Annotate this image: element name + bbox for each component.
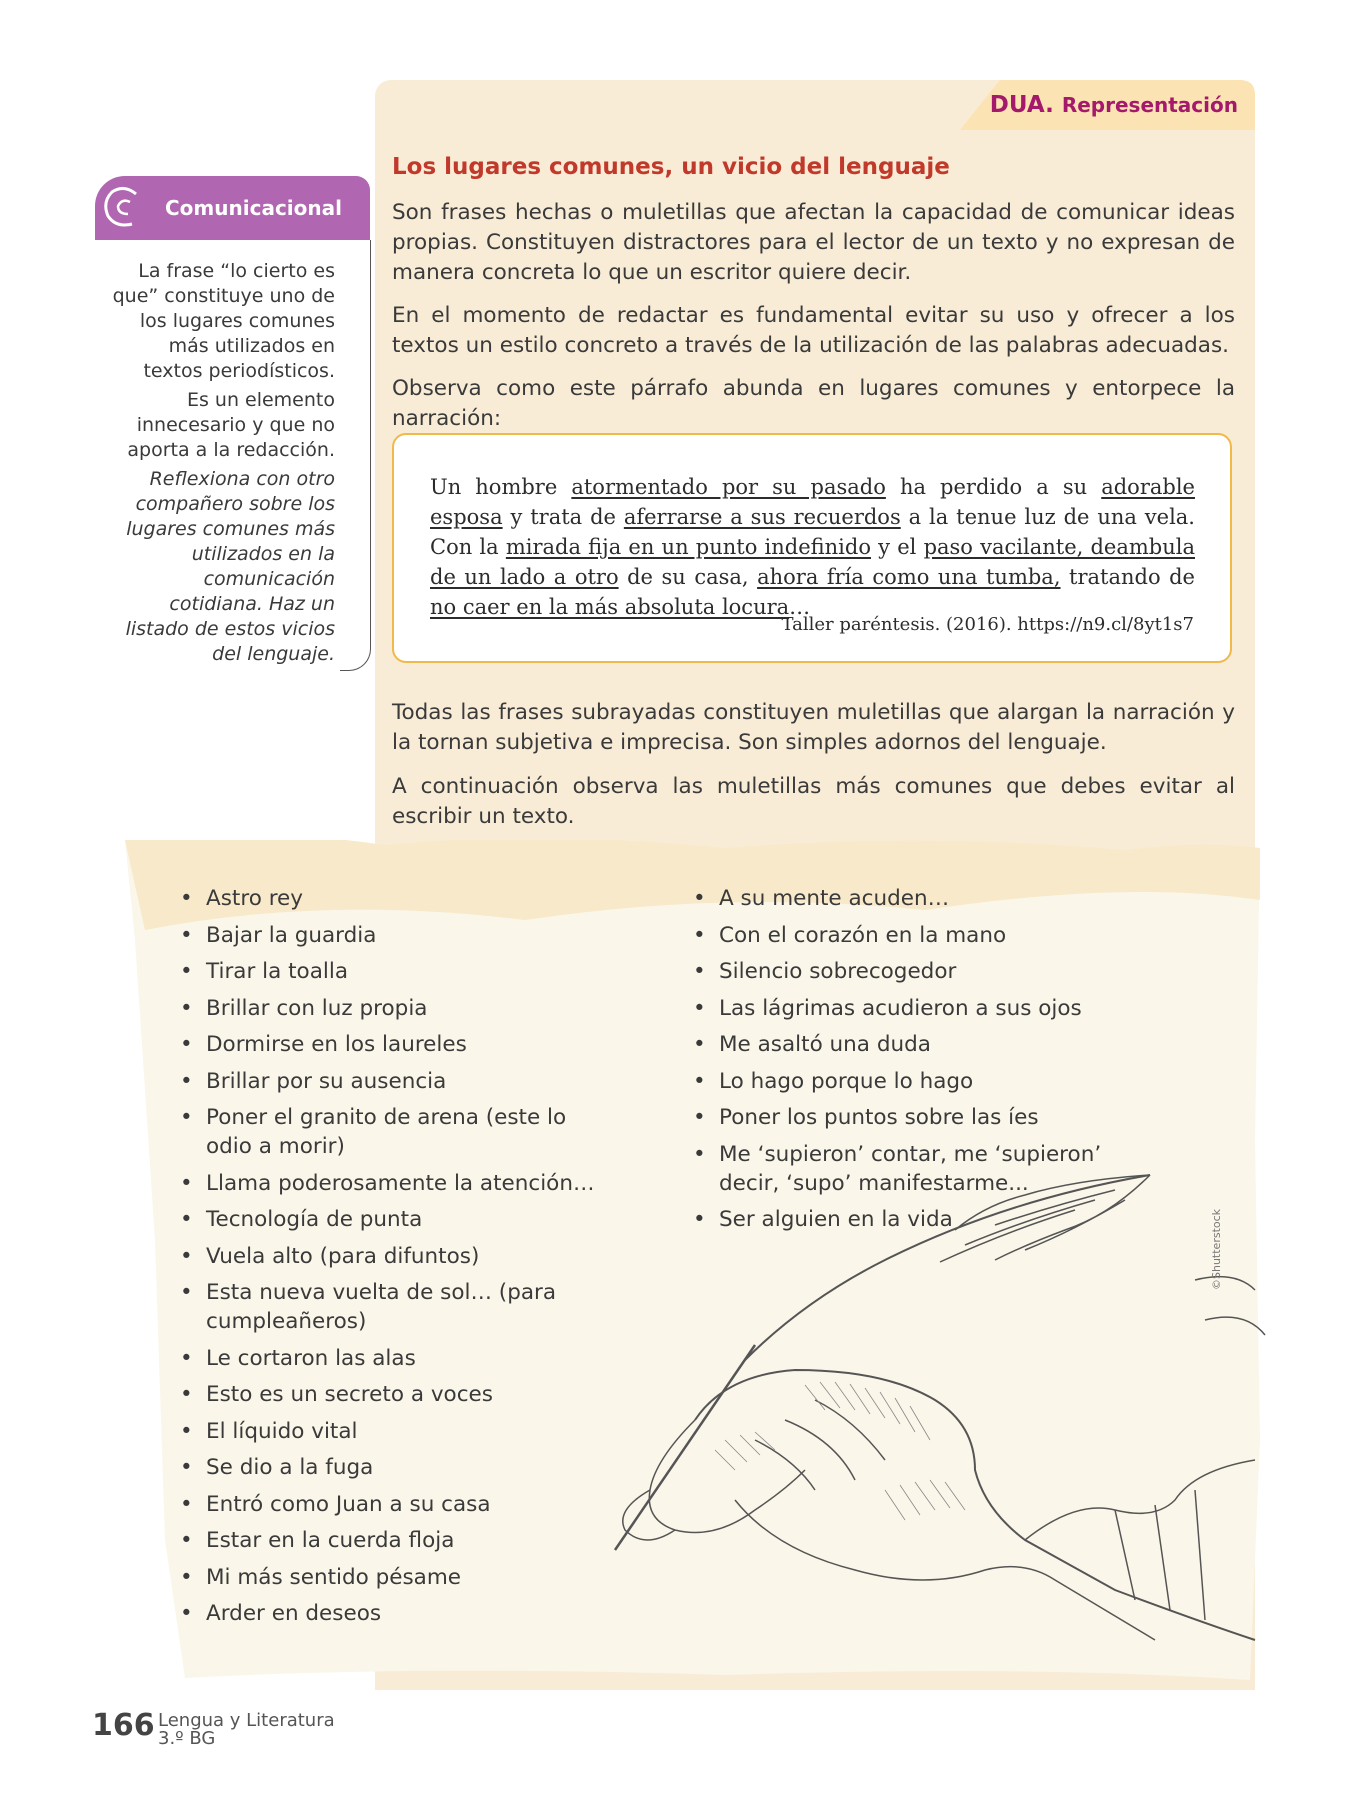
quote-segment: ha perdido a su <box>885 475 1102 499</box>
paragraph-2: En el momento de redactar es fundamental evitar su uso y ofrecer a los textos un estilo concreto a través de la utilización de las palabras adecuadas. <box>392 303 1235 358</box>
communication-icon <box>98 180 148 236</box>
side-tab-label: Comunicacional <box>165 196 342 220</box>
quote-segment: a la tenue luz de una vela. Con la <box>430 505 1195 559</box>
list-item: • Las lágrimas acudieron a sus ojos <box>693 994 1143 1023</box>
list-left <box>180 884 600 1636</box>
list-item: • Poner los puntos sobre las íes <box>693 1103 1143 1132</box>
list-item: • Ser alguien en la vida <box>693 1205 1143 1234</box>
quote-segment: tratando de <box>1060 565 1195 589</box>
list-item: • Arder en deseos <box>180 1599 600 1628</box>
quote-segment: y trata de <box>502 505 624 529</box>
section-title: Los lugares comunes, un vicio del lenguaje <box>392 154 950 180</box>
list-item: • Me asaltó una duda <box>693 1030 1143 1059</box>
list-item: • Le cortaron las alas <box>180 1344 600 1373</box>
list-item: • Esta nueva vuelta de sol… (para cumpleañeros) <box>180 1278 600 1336</box>
list-item: • Se dio a la fuga <box>180 1453 600 1482</box>
underlined-phrase: aferrarse a sus recuerdos <box>623 505 901 529</box>
side-text-2: Es un elemento innecesario y que no aporta a la redacción. <box>127 389 335 461</box>
list-item: • El líquido vital <box>180 1417 600 1446</box>
side-text-1: La frase “lo cierto es que” constituye uno de los lugares comunes más utilizados en textos periodísticos. <box>112 260 335 382</box>
list-item: • Con el corazón en la mano <box>693 921 1143 950</box>
underlined-phrase: ahora fría como una tumba, <box>757 565 1061 589</box>
paragraph-5: A continuación observa las muletillas más comunes que debes evitar al escribir un texto. <box>392 774 1235 829</box>
list-item: • Entró como Juan a su casa <box>180 1490 600 1519</box>
paragraph-3: Observa como este párrafo abunda en lugares comunes y entorpece la narración: <box>392 376 1235 431</box>
underlined-phrase: no caer en la más absoluta locura <box>430 595 790 619</box>
list-item: • Esto es un secreto a voces <box>180 1380 600 1409</box>
list-item: • Bajar la guardia <box>180 921 600 950</box>
list-item: • Lo hago porque lo hago <box>693 1067 1143 1096</box>
list-item: • Astro rey <box>180 884 600 913</box>
quote-segment: … <box>789 595 811 619</box>
underlined-phrase: mirada fija en un punto indefinido <box>505 535 871 559</box>
paragraph-1: Son frases hechas o muletillas que afectan la capacidad de comunicar ideas propias. Constituyen distractores para el lector de un texto y no expresan de manera concreta lo que un escritor quiere decir. <box>392 200 1235 285</box>
list-item: • Dormirse en los laureles <box>180 1030 600 1059</box>
dua-label: DUA. Representación <box>989 92 1238 118</box>
quote-text <box>430 472 1195 622</box>
quote-source: Taller paréntesis. (2016). https://n9.cl/8yt1s7 <box>781 614 1194 635</box>
side-text-3: Reflexiona con otro compañero sobre los lugares comunes más utilizados en la comunicación cotidiana. Haz un listado de estos vicios del lenguaje. <box>125 468 335 665</box>
quote-segment: y el <box>870 535 924 559</box>
quill-hand-illustration <box>555 1170 1285 1670</box>
side-box-border <box>340 240 371 671</box>
list-item: • Silencio sobrecogedor <box>693 957 1143 986</box>
underlined-phrase: paso vacilante, deambula de un lado a otro <box>430 535 1195 589</box>
footer-subject: Lengua y Literatura 3.º BG <box>158 1710 335 1749</box>
page-number: 166 <box>92 1708 155 1743</box>
list-item: • Me ‘supieron’ contar, me ‘supieron’ decir, ‘supo’ manifestarme... <box>693 1140 1143 1198</box>
quote-segment: Un hombre <box>430 475 572 499</box>
list-item: • Tirar la toalla <box>180 957 600 986</box>
list-item: • Estar en la cuerda floja <box>180 1526 600 1555</box>
list-item: • Mi más sentido pésame <box>180 1563 600 1592</box>
paragraph-4: Todas las frases subrayadas constituyen muletillas que alargan la narración y la tornan subjetiva e imprecisa. Son simples adornos del lenguaje. <box>392 700 1235 755</box>
list-item: • Brillar por su ausencia <box>180 1067 600 1096</box>
list-item: • Llama poderosamente la atención… <box>180 1169 600 1198</box>
quote-segment: de su casa, <box>618 565 758 589</box>
list-item: • A su mente acuden… <box>693 884 1143 913</box>
list-item: • Tecnología de punta <box>180 1205 600 1234</box>
underlined-phrase: atormentado por su pasado <box>571 475 886 499</box>
list-item: • Vuela alto (para difuntos) <box>180 1242 600 1271</box>
list-item: • Brillar con luz propia <box>180 994 600 1023</box>
underlined-phrase: adorable esposa <box>430 475 1195 529</box>
image-credit: ©Shutterstock <box>1210 1208 1223 1290</box>
list-right <box>693 884 1143 1242</box>
list-item: • Poner el granito de arena (este lo odio a morir) <box>180 1103 600 1161</box>
